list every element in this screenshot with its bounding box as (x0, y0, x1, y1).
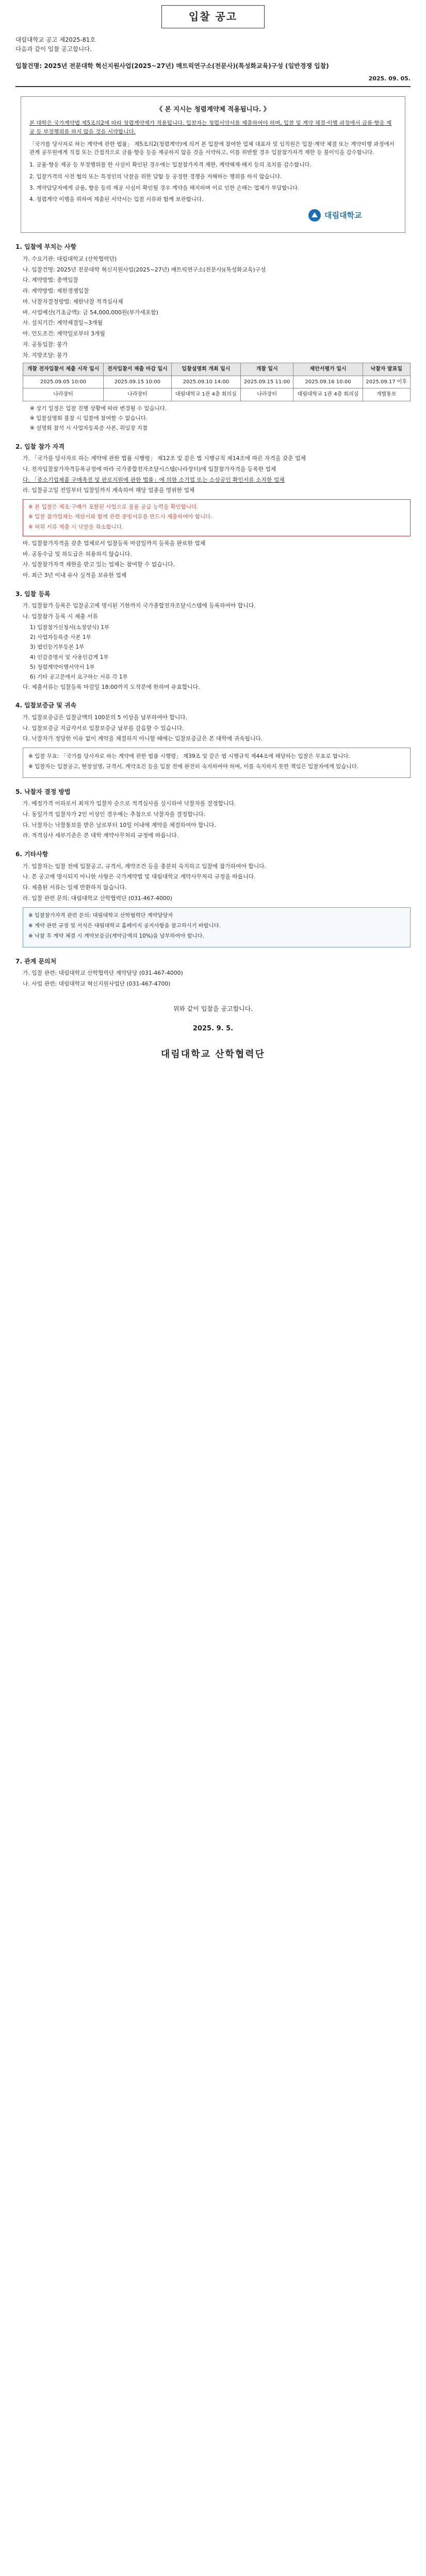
integrity-notice-box (21, 96, 405, 233)
table-cell: 개별통보 (363, 388, 410, 401)
section-item: 다. 계약방법: 총액입찰 (23, 277, 78, 284)
section-item: 사. 입찰참가자격 제한을 받고 있는 업체는 참여할 수 없습니다. (23, 561, 175, 568)
table-header-cell: 개찰 전자입찰서 제출 시작 일시 (23, 363, 104, 376)
table-header-cell: 낙찰자 발표일 (363, 363, 410, 376)
integrity-para: 본 대학은 국가계약법 제5조의2에 따라 청렴계약제가 적용됩니다. 입찰자는 청렴서약서를 제출하여야 하며, 입찰 및 계약 체결·이행 과정에서 금품·향응 제공 등 부정행위를 하지 않을 것을 서약합니다. (29, 120, 392, 135)
section-heading: 7. 관계 문의처 (15, 957, 57, 965)
table-header-row (23, 363, 411, 376)
section-7 (0, 957, 426, 989)
section-heading: 4. 입찰보증금 및 귀속 (15, 702, 77, 709)
section-3 (0, 589, 426, 691)
issuing-organization: 대림대학교 산학협력단 (160, 1049, 266, 1060)
university-logo-text: 대림대학교 (324, 210, 362, 220)
section-item: 가. 수요기관: 대림대학교 (산학협력단) (23, 255, 117, 262)
section-heading: 3. 입찰 등록 (15, 590, 51, 598)
section-item: 가. 입찰보증금은 입찰금액의 100분의 5 이상을 납부하여야 합니다. (23, 714, 188, 721)
info-text: ※ 입찰 무효: 「국가를 당사자로 하는 계약에 관한 법률 시행령」 제39조 및 같은 법 시행규칙 제44조에 해당하는 입찰은 무효로 합니다. (28, 753, 350, 760)
section-item: 다. 낙찰자는 낙찰통보를 받은 날로부터 10일 이내에 계약을 체결하여야 합니다. (23, 821, 216, 828)
table-header-cell: 입찰설명회 개최 일시 (171, 363, 240, 376)
table-header-cell: 전자입찰서 제출 마감 일시 (104, 363, 172, 376)
section-heading: 2. 입찰 참가 자격 (15, 443, 64, 450)
table-cell: 2025.09.10 14:00 (171, 376, 240, 388)
divider (15, 86, 411, 87)
section-item: 다. 제출서류는 입찰등록 마감일 18:00까지 도착분에 한하여 유효합니다. (23, 683, 200, 690)
table-header-cell: 개찰 일시 (240, 363, 293, 376)
table-cell: 대림대학교 1관 4층 회의실 (171, 388, 240, 401)
section-item: 라. 계약방법: 제한경쟁입찰 (23, 287, 89, 295)
document-item: 1) 입찰참가신청서(소정양식) 1부 (30, 624, 110, 631)
section-item: 바. 사업예산(기초금액): 금 54,000,000원(부가세포함) (23, 309, 158, 316)
section-item: 다. 「중소기업제품 구매촉진 및 판로지원에 관한 법률」에 의한 소기업 또는 소상공인 확인서를 소지한 업체 (23, 476, 285, 483)
section-heading: 6. 기타사항 (15, 851, 48, 858)
university-logo (308, 209, 397, 222)
closing-date: 2025. 9. 5. (192, 1025, 234, 1033)
integrity-list (29, 161, 397, 204)
section-item: 가. 예정가격 이하로서 최저가 입찰자 순으로 적격심사를 실시하여 낙찰자를 결정합니다. (23, 800, 236, 807)
integrity-item: 3. 계약담당자에게 금품, 향응 등의 제공 사실이 확인될 경우 계약을 해지하며 이로 인한 손해는 업체가 부담합니다. (29, 184, 300, 191)
page-title: 입찰 공고 (161, 5, 265, 28)
table-row (23, 388, 411, 401)
warning-text: ※ 본 입찰은 제조·구매가 포함된 사업으로 물품 공급 능력을 확인합니다. (28, 504, 199, 511)
info-text: ※ 낙찰 후 계약 체결 시 계약보증금(계약금액의 10%)을 납부하여야 합니다. (28, 933, 204, 939)
section-item: 나. 사업 관련: 대림대학교 혁신지원사업단 (031-467-4700) (23, 980, 171, 987)
notice-number: 대림대학교 공고 제2025-81호 (15, 36, 96, 43)
section-item: 다. 낙찰자가 정당한 이유 없이 계약을 체결하지 아니할 때에는 입찰보증금은 본 대학에 귀속됩니다. (23, 735, 263, 742)
section-1 (0, 242, 426, 432)
integrity-item: 4. 청렴계약 이행을 위하여 제출된 서약서는 입찰 서류와 함께 보관합니다. (29, 196, 204, 203)
notice-lead: 다음과 같이 입찰 공고합니다. (15, 45, 92, 53)
table-cell: 2025.09.17 이후 (363, 376, 410, 388)
section-item: 사. 설치기간: 계약체결일~3개월 (23, 319, 103, 327)
section-item: 아. 인도조건: 계약일로부터 3개월 (23, 330, 105, 337)
section-item: 나. 전자입찰참가자격등록규정에 따라 국가종합전자조달시스템(나라장터)에 입찰참가자격을 등록한 업체 (23, 465, 276, 472)
warning-text: ※ 허위 서류 제출 시 낙찰을 취소합니다. (28, 523, 124, 530)
document-item: 3) 법인등기부등본 1부 (30, 644, 85, 651)
section-item: 가. 「국가를 당사자로 하는 계약에 관한 법률 시행령」 제12조 및 같은 법 시행규칙 제14조에 따른 자격을 갖춘 업체 (23, 455, 306, 462)
page (0, 5, 426, 1082)
section-item: 다. 제출된 서류는 일체 반환하지 않습니다. (23, 884, 127, 891)
table-row (23, 376, 411, 388)
section-6 (0, 850, 426, 947)
table-cell: 2025.09.15 11:00 (240, 376, 293, 388)
table-cell: 2025.09.05 10:00 (23, 376, 104, 388)
section-item: 가. 입찰 관련: 대림대학교 산학협력단 계약담당 (031-467-4000) (23, 970, 183, 977)
section-item: 마. 낙찰자결정방법: 제한낙찰 적격심사제 (23, 298, 123, 305)
section-item: 나. 동일가격 입찰자가 2인 이상인 경우에는 추첨으로 낙찰자를 결정합니다. (23, 810, 206, 818)
section-item: 나. 입찰건명: 2025년 전문대학 혁신지원사업(2025~27년) 매트릭연구소(전문사)(특성화교육)구성 (23, 266, 266, 273)
section-item: 라. 입찰공고일 전일부터 입찰일까지 계속하여 해당 업종을 영위한 업체 (23, 487, 195, 494)
document-item: 6) 기타 공고문에서 요구하는 서류 각 1부 (30, 674, 128, 681)
schedule-table (23, 363, 411, 401)
table-cell: 대림대학교 1관 4층 회의실 (293, 388, 363, 401)
section-item: 가. 입찰참가 등록은 입찰공고에 명시된 기한까지 국가종합전자조달시스템에 등록하여야 합니다. (23, 602, 256, 609)
table-header-cell: 제안서평가 일시 (293, 363, 363, 376)
bid-headline: 입찰건명: 2025년 전문대학 혁신지원사업(2025~27년) 매트릭연구소(전문사)(특성화교육)구성 (일반경쟁 입찰) (15, 62, 329, 70)
section-item: 자. 공동입찰: 불가 (23, 341, 68, 348)
warning-text: ※ 입찰 참가업체는 제안서와 함께 관련 증빙서류를 반드시 제출하여야 합니다. (28, 514, 212, 520)
integrity-para: 「국가를 당사자로 하는 계약에 관한 법률」 제5조의2(청렴계약)에 의거 본 입찰에 참여한 업체 대표자 및 임직원은 입찰·계약 체결 또는 계약이행 과정에서 관계 공무원에게 직접 또는 간접적으로 금품·향응 등을 제공하지 않을 것을 서약하고, 이를 위반할 경우 입찰참가자격 제한 등 불이익을 감수합니다. (29, 141, 395, 156)
note: ※ 입찰설명회 불참 시 입찰에 참여할 수 없습니다. (30, 415, 148, 422)
info-box (23, 748, 411, 778)
table-cell: 나라장터 (240, 388, 293, 401)
document-item: 4) 인감증명서 및 사용인감계 1부 (30, 654, 109, 660)
note: ※ 설명회 참석 시 사업자등록증 사본, 위임장 지참 (30, 425, 148, 432)
section-5 (0, 787, 426, 841)
table-cell: 나라장터 (104, 388, 172, 401)
table-cell: 2025.09.15 10:00 (104, 376, 172, 388)
section-item: 가. 입찰자는 입찰 전에 입찰공고, 규격서, 계약조건 등을 충분히 숙지하고 입찰에 참가하여야 합니다. (23, 862, 267, 870)
info-text: ※ 입찰자는 입찰공고, 현장설명, 규격서, 계약조건 등을 입찰 전에 완전히 숙지하여야 하며, 이를 숙지하지 못한 책임은 입찰자에게 있습니다. (28, 764, 359, 770)
integrity-item: 1. 금품·향응 제공 등 부정행위를 한 사실이 확인된 경우에는 입찰참가자격 제한, 계약해제·해지 등의 조치를 감수합니다. (29, 162, 312, 168)
info-text: ※ 계약 관련 규정 및 서식은 대림대학교 홈페이지 공지사항을 참고하시기 바랍니다. (28, 922, 221, 929)
warning-box (23, 499, 411, 536)
section-item: 라. 적격심사 세부기준은 본 대학 계약사무처리 규정에 따릅니다. (23, 832, 179, 839)
note: ※ 상기 일정은 입찰 진행 상황에 따라 변경될 수 있습니다. (30, 405, 167, 412)
table-cell: 나라장터 (23, 388, 104, 401)
notice-date: 2025. 09. 05. (368, 75, 411, 82)
document-item: 5) 청렴계약이행서약서 1부 (30, 664, 95, 670)
section-item: 나. 입찰보증금 지급각서로 입찰보증금 납부를 갈음할 수 있습니다. (23, 724, 184, 732)
notice-intro (0, 36, 426, 54)
integrity-item: 2. 입찰가격의 사전 협의 또는 특정인의 낙찰을 위한 담합 등 공정한 경쟁을 저해하는 행위를 하지 않습니다. (29, 173, 282, 180)
section-item: 라. 입찰 관련 문의: 대림대학교 산학협력단 (031-467-4000) (23, 894, 172, 902)
section-item: 나. 입찰참가 등록 시 제출 서류 (23, 613, 98, 620)
section-item: 아. 최근 3년 이내 유사 실적을 보유한 업체 (23, 572, 127, 579)
closing-statement: 위와 같이 입찰을 공고합니다. (173, 1005, 253, 1012)
section-item: 마. 입찰참가자격을 갖춘 업체로서 입찰등록 마감일까지 등록을 완료한 업체 (23, 539, 206, 547)
section-item: 바. 공동수급 및 하도급은 허용하지 않습니다. (23, 550, 132, 557)
table-cell: 2025.09.16 10:00 (293, 376, 363, 388)
university-emblem-icon (308, 209, 321, 222)
section-item: 나. 본 공고에 명시되지 아니한 사항은 국가계약법 및 대림대학교 계약사무처리 규정을 따릅니다. (23, 873, 256, 880)
info-text: ※ 입찰참가자격 관련 문의: 대림대학교 산학협력단 계약담당자 (28, 912, 173, 919)
integrity-notice-heading: 《 본 지시는 청렴계약제 적용됩니다. 》 (156, 105, 270, 113)
document-item: 2) 사업자등록증 사본 1부 (30, 634, 91, 641)
section-item: 차. 지방조달: 불가 (23, 351, 68, 359)
section-4 (0, 701, 426, 777)
section-heading: 1. 입찰에 부치는 사항 (15, 243, 77, 251)
section-2 (0, 442, 426, 580)
section-heading: 5. 낙찰자 결정 방법 (15, 788, 71, 795)
info-box-blue (23, 907, 411, 947)
